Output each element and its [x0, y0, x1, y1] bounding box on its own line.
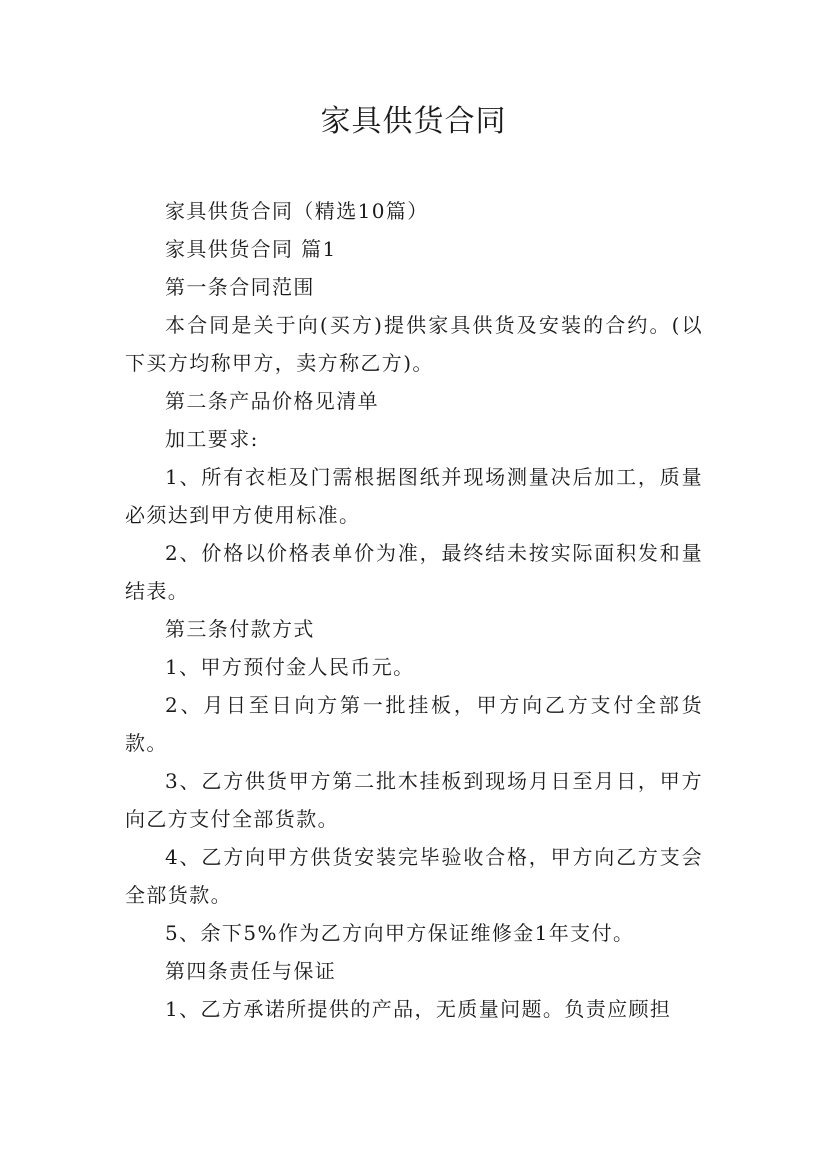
paragraph-requirement-1: 1、所有衣柜及门需根据图纸并现场测量决后加工，质量必须达到甲方使用标准。 — [125, 465, 703, 527]
paragraph-payment-3: 3、乙方供货甲方第二批木挂板到现场月日至月日，甲方向乙方支付全部货款。 — [125, 769, 703, 831]
paragraph-processing-requirements: 加工要求: — [165, 427, 259, 451]
document-body — [125, 192, 703, 1028]
paragraph-scope: 本合同是关于向(买方)提供家具供货及安装的合约。(以下买方均称甲方，卖方称乙方)。 — [125, 313, 703, 375]
paragraph-payment-4: 4、乙方向甲方供货安装完毕验收合格，甲方向乙方支会全部货款。 — [125, 845, 703, 907]
paragraph-section-1-heading: 第一条合同范围 — [165, 275, 315, 299]
paragraph-requirement-2: 2、价格以价格表单价为准，最终结未按实际面积发和量结表。 — [125, 541, 703, 603]
paragraph-payment-5: 5、余下5%作为乙方向甲方保证维修金1年支付。 — [165, 921, 635, 945]
paragraph-section-2-heading: 第二条产品价格见清单 — [165, 389, 379, 413]
paragraph-payment-2: 2、月日至日向方第一批挂板，甲方向乙方支付全部货款。 — [125, 693, 703, 755]
paragraph-section-4-heading: 第四条责任与保证 — [165, 959, 337, 983]
paragraph-collection-heading: 家具供货合同（精选10篇） — [165, 199, 429, 223]
paragraph-article-heading: 家具供货合同 篇1 — [165, 237, 337, 261]
paragraph-section-3-heading: 第三条付款方式 — [165, 617, 315, 641]
paragraph-payment-1: 1、甲方预付金人民币元。 — [165, 655, 415, 679]
paragraph-responsibility-1: 1、乙方承诺所提供的产品，无质量问题。负责应顾担 — [165, 997, 672, 1021]
document-title: 家具供货合同 — [320, 104, 507, 139]
